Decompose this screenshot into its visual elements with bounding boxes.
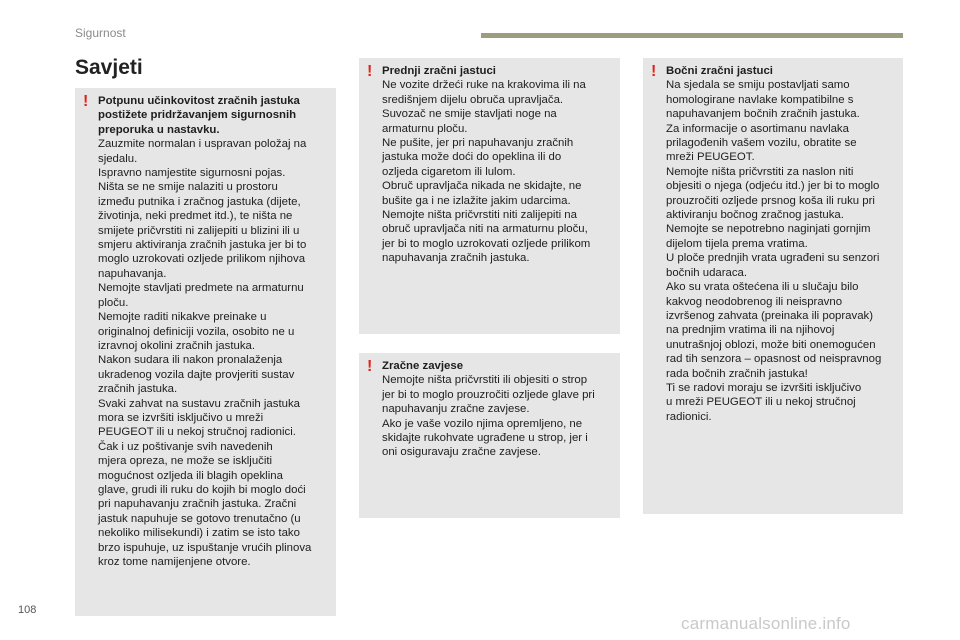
section-label: Sigurnost — [75, 26, 126, 40]
box-text-line: smjeru aktiviranja zračnih jastuka jer bi to — [98, 239, 307, 252]
box-text-line: U ploče prednjih vrata ugrađeni su senzori — [666, 252, 880, 265]
box-text-line: Nemojte raditi nikakve preinake u — [98, 311, 267, 324]
box-body — [98, 137, 328, 569]
box-text-line: Nemojte se nepotrebno naginjati gornjim — [666, 223, 871, 236]
box-text-line: rada bočnih zračnih jastuka! — [666, 367, 808, 380]
box-text-line: rad tih senzora – opasnost od neispravnog — [666, 353, 882, 366]
box-text-line: ukradenog vozila dajte provjeriti sustav — [98, 368, 295, 381]
box-text-line: mjera opreza, ne može se isključiti — [98, 455, 273, 468]
box-text-line: napuhavanju zračne zavjese. — [382, 403, 530, 416]
box-text-line: napuhavanja. — [98, 267, 167, 280]
box-text-line: bočnih udaraca. — [666, 266, 748, 279]
side-airbags-box — [643, 58, 903, 514]
box-text-line: prouzročiti ozljede prsnog koša ili ruku pri — [666, 194, 875, 207]
box-text-line: oni osiguravaju zračne zavjese. — [382, 446, 541, 459]
box-text-line: jer bi to moglo uzrokovati ozljede prilikom — [382, 237, 591, 250]
box-text-line: ploču. — [98, 296, 129, 309]
box-text-line: Zauzmite normalan i uspravan položaj na — [98, 138, 307, 151]
box-heading-line: preporuka u nastavku. — [98, 123, 220, 136]
box-text-line: bušite ga i ne izlažite jakim udarcima. — [382, 194, 571, 207]
box-text-line: radionici. — [666, 410, 712, 423]
box-body — [382, 78, 612, 265]
box-text-line: Ako je vaše vozilo njima opremljeno, ne — [382, 417, 583, 430]
box-text-line: dijelom tijela prema vratima. — [666, 237, 808, 250]
box-text-line: Suvozač ne smije stavljati noge na — [382, 108, 557, 121]
box-text-line: jastuka može doći do opeklina ili do — [382, 151, 562, 164]
box-text-line: kroz tome namijenjene otvore. — [98, 556, 251, 568]
box-text-line: Obruč upravljača nikada ne skidajte, ne — [382, 180, 582, 193]
box-text-line: zračnih jastuka. — [98, 383, 178, 396]
box-text-line: središnjem dijelu obruča upravljača. — [382, 93, 564, 106]
box-text-line: skidajte rukohvate ugrađene u strop, jer i — [382, 432, 588, 445]
box-text-line: armaturnu ploču. — [382, 122, 468, 135]
box-text-line: obruč upravljača niti na armaturnu ploču, — [382, 223, 588, 236]
warning-exclamation-icon: ! — [651, 63, 657, 80]
box-heading-line: Bočni zračni jastuci — [666, 65, 773, 77]
box-text-line: Nemojte ništa pričvrstiti ili objesiti o strop — [382, 374, 588, 387]
box-text-line: Ne pušite, jer pri napuhavanju zračnih — [382, 137, 574, 150]
box-text-line: Svaki zahvat na sustavu zračnih jastuka — [98, 397, 300, 410]
box-text-line: između putnika i zračnog jastuka (dijete, — [98, 195, 301, 208]
page-title: Savjeti — [75, 56, 143, 79]
box-text-line: napuhavanjem bočnih zračnih jastuka. — [666, 108, 860, 121]
box-heading — [666, 64, 895, 78]
box-text-line: prilagođenih vašem vozilu, obratite se — [666, 137, 857, 150]
box-text-line: Ispravno namjestite sigurnosni pojas. — [98, 167, 286, 180]
box-text-line: Nemojte ništa pričvrstiti za naslon niti — [666, 165, 854, 178]
box-text-line: Čak i uz poštivanje svih navedenih — [98, 440, 273, 453]
box-text-line: napuhavanja zračnih jastuka. — [382, 252, 530, 265]
box-text-line: jastuk napuhuje se gotovo trenutačno (u — [98, 512, 301, 525]
box-text-line: Ti se radovi moraju se izvršiti isključivo — [666, 381, 862, 394]
box-text-line: glave, grudi ili ruku do kojih bi moglo doći — [98, 483, 306, 496]
box-text-line: izvršenog zahvata (preinaka ili popravak) — [666, 309, 874, 322]
box-text-line: Ne vozite držeći ruke na krakovima ili na — [382, 79, 586, 92]
box-text-line: Ništa se ne smije nalaziti u prostoru — [98, 181, 278, 194]
box-text-line: Nemojte stavljati predmete na armaturnu — [98, 282, 304, 295]
box-heading-line: Zračne zavjese — [382, 360, 464, 372]
front-airbags-box — [359, 58, 620, 334]
box-text-line: mora se izvršiti isključivo u mreži — [98, 411, 264, 424]
box-text-line: životinja, neki predmet itd.), te ništa ne — [98, 210, 293, 223]
box-text-line: PEUGEOT ili u nekoj stručnoj radionici. — [98, 426, 296, 439]
box-text-line: originalnoj definiciji vozila, osobito ne u — [98, 325, 295, 338]
airbag-effectiveness-box — [75, 88, 336, 616]
box-text-line: mreži PEUGEOT. — [666, 151, 755, 164]
box-heading — [382, 64, 612, 78]
box-text-line: izravnoj okolini zračnih jastuka. — [98, 339, 256, 352]
box-text-line: pri napuhavanju zračnih jastuka. Zračni — [98, 498, 297, 511]
page-number: 108 — [18, 604, 37, 616]
box-text-line: brzo ispuhuje, uz ispuštanje vrućih plinova — [98, 541, 312, 554]
box-text-line: Nakon sudara ili nakon pronalaženja — [98, 354, 283, 367]
warning-exclamation-icon: ! — [367, 63, 373, 80]
box-text-line: Ako su vrata oštećena ili u slučaju bilo — [666, 281, 859, 294]
box-heading — [98, 94, 328, 137]
box-text-line: unutrašnjoj oblozi, može biti onemogućen — [666, 338, 876, 351]
box-heading-line: Potpunu učinkovitost zračnih jastuka — [98, 95, 300, 107]
box-text-line: moglo uzrokovati ozljede prilikom njihova — [98, 253, 306, 266]
box-text-line: mogućnost ozljeda ili blagih opeklina — [98, 469, 283, 482]
box-text-line: Za informacije o asortimanu navlaka — [666, 122, 849, 135]
header-rule — [481, 33, 903, 38]
box-text-line: sjedalu. — [98, 152, 138, 165]
curtain-airbags-box — [359, 353, 620, 518]
warning-exclamation-icon: ! — [367, 358, 373, 375]
box-heading — [382, 359, 612, 373]
box-text-line: nekoliko milisekundi) i zatim se isto tako — [98, 527, 300, 540]
box-text-line: ozljeda cigaretom ili lulom. — [382, 165, 516, 178]
box-text-line: smijete pričvrstiti ni zalijepiti u blizini ili u — [98, 224, 300, 237]
box-text-line: kakvog neodobrenog ili neispravno — [666, 295, 843, 308]
box-body — [666, 78, 895, 424]
box-text-line: Na sjedala se smiju postavljati samo — [666, 79, 850, 92]
box-text-line: aktiviranju bočnog zračnog jastuka. — [666, 209, 844, 222]
box-text-line: u mreži PEUGEOT ili u nekoj stručnoj — [666, 396, 856, 409]
box-text-line: na prednjim vratima ili na njihovoj — [666, 324, 835, 337]
box-text-line: Nemojte ništa pričvrstiti niti zalijepiti na — [382, 209, 577, 222]
box-body — [382, 373, 612, 459]
box-heading-line: postižete pridržavanjem sigurnosnih — [98, 109, 297, 122]
box-heading-line: Prednji zračni jastuci — [382, 65, 496, 77]
watermark: carmanualsonline.info — [681, 614, 851, 633]
warning-exclamation-icon: ! — [83, 93, 89, 110]
box-text-line: jer bi to moglo prouzročiti ozljede glave pri — [382, 388, 595, 401]
box-text-line: homologirane navlake kompatibilne s — [666, 93, 854, 106]
box-text-line: objesiti o njega (odjeću itd.) jer bi to moglo — [666, 180, 880, 193]
